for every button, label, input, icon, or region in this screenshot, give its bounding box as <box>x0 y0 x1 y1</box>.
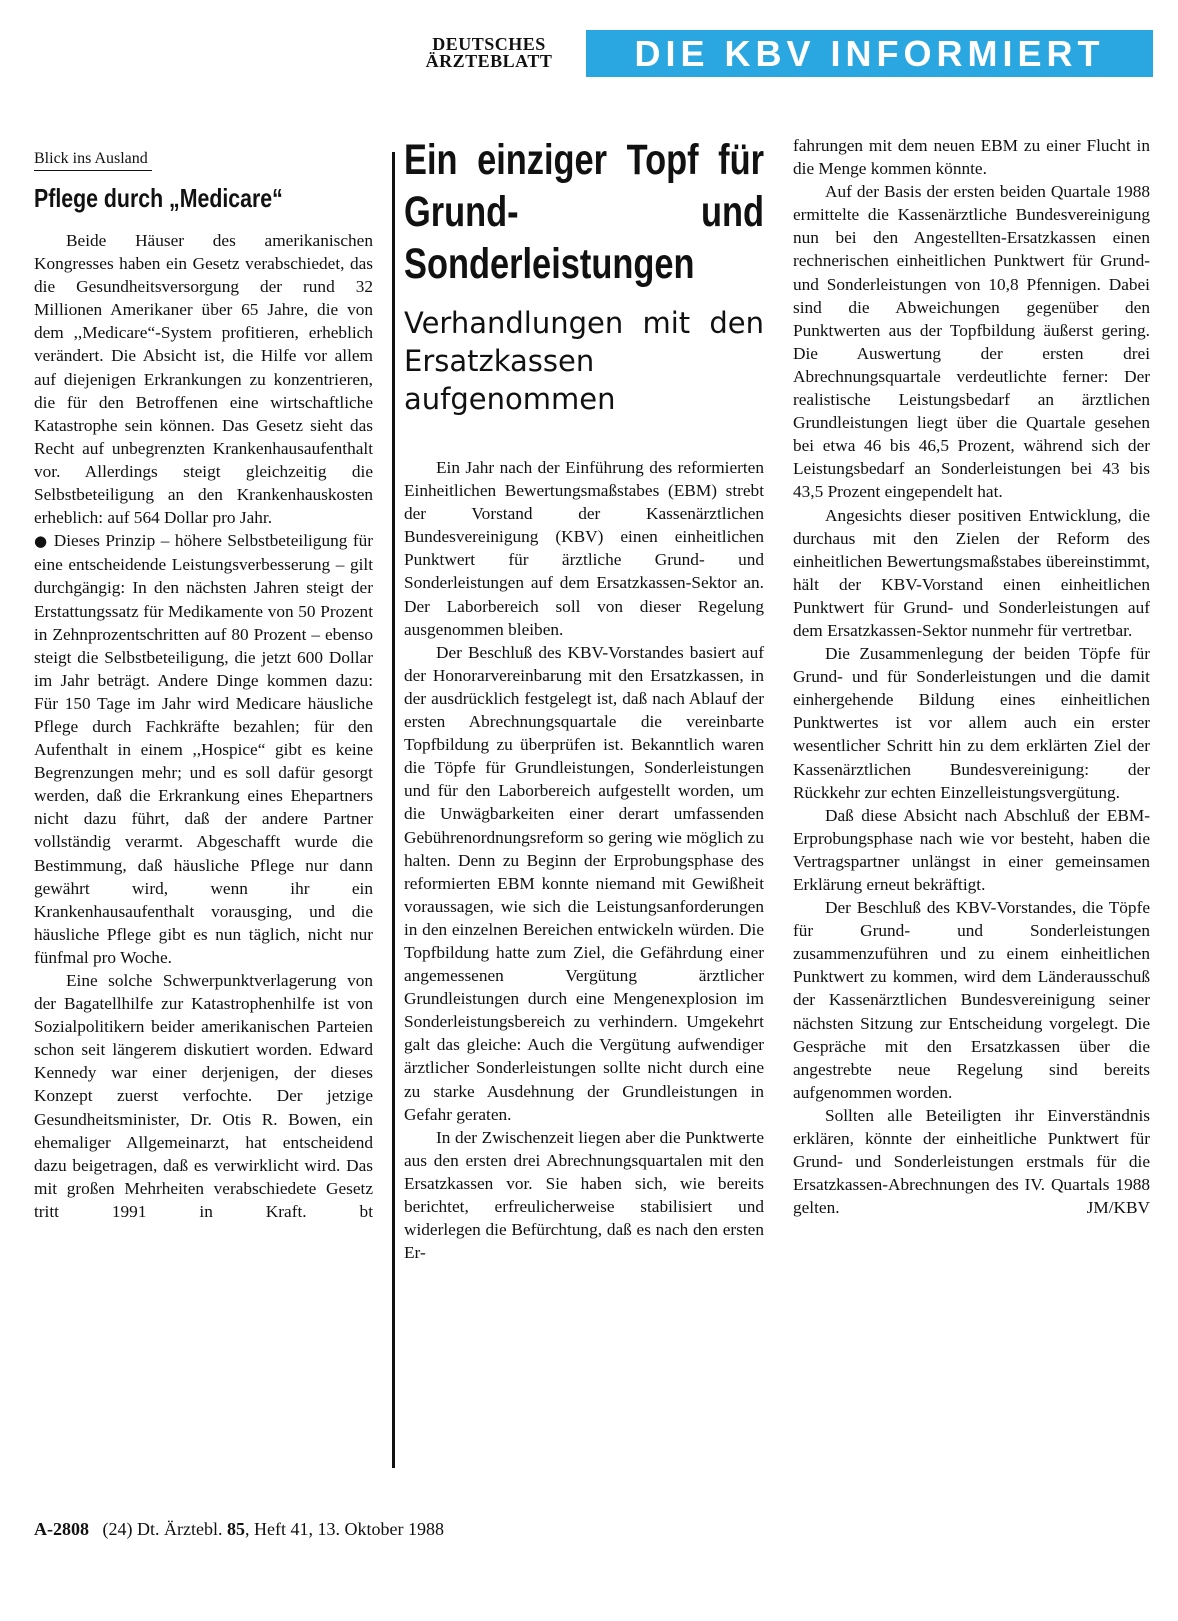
paragraph: Der Beschluß des KBV-Vorstandes, die Töpfe für Grund- und Sonderleistungen zusammenzuführen und zu einem einheitlichen Punktwert zu kommen, wird dem Länderausschuß der Kassenärztlichen Bundesvereinigung seiner nächsten Sitzung zur Entscheidung vorgelegt. Die Gespräche mit den Ersatzkassen über die angestrebte neue Regelung sind bereits aufgenommen worden. <box>793 898 1150 1102</box>
paragraph: In der Zwischenzeit liegen aber die Punktwerte aus den ersten drei Abrechnungsquartalen mit den Ersatzkassen vor. Sie haben sich, wie bereits berichtet, erfreulicherweise stabilisiert und widerlegen die Befürchtung, daß es nach den ersten Er- <box>404 1127 764 1263</box>
masthead <box>403 30 1153 80</box>
page-code: A-2808 <box>34 1519 89 1539</box>
journal-name: Dt. Ärztebl. <box>137 1519 223 1539</box>
page-footer <box>34 1518 444 1540</box>
paragraph: Der Beschluß des KBV-Vorstandes basiert auf der Honorarvereinbarung mit den Ersatzkassen, in der ausdrücklich festgelegt ist, daß nach Ablauf der ersten Abrechnungsquartale die vereinbarte Topfbildung zu überprüfen ist. Bekanntlich waren die Töpfe für Grundleistungen, Sonderleistungen und für den Laborbereich aufgestellt worden, um die Unwägbarkeiten einer derart umfassenden Gebührenordnungsreform so gering wie möglich zu halten. Denn zu Beginn der Erprobungsphase des reformierten EBM konnte niemand mit Gewißheit voraussagen, wie sich die Leistungsanforderungen in den einzelnen Bereichen entwickeln würden. Die Topfbildung hatte zum Ziel, die Gefährdung einer angemessenen Vergütung ärztlicher Grundleistungen durch eine Mengenexplosion im Sonderleistungsbereich zu verhindern. Umgekehrt galt das gleiche: Auch die Vergütung aufwendiger ärztlicher Sonderleistungen sollte nicht durch eine zu starke Ausdehnung der Grundleistungen in Gefahr geraten. <box>404 642 764 1124</box>
paragraph: Daß diese Absicht nach Abschluß der EBM-Erprobungsphase nach wie vor besteht, haben die Vertragspartner unlängst in einer gemeinsamen Erklärung erneut bekräftigt. <box>793 805 1150 894</box>
paragraph: Beide Häuser des amerikanischen Kongresses haben ein Gesetz verabschiedet, das die Gesundheitsversorgung der rund 32 Millionen Amerikaner über 65 Jahre, die von dem ,,Medicare“-System profitieren, erheblich verändert. Die Absicht ist, die Hilfe vor allem auf diejenigen Erkrankungen zu konzentrieren, die für den Betroffenen eine wirtschaftliche Katastrophe sein können. Das Gesetz sieht das Recht auf unbegrenzten Krankenhausaufenthalt vor. Allerdings steigt gleichzeitig die Selbstbeteiligung an den Krankenhauskosten erheblich: auf 564 Dollar pro Jahr. <box>34 231 373 528</box>
paragraph: fahrungen mit dem neuen EBM zu einer Flucht in die Menge kommen könnte. <box>793 136 1150 179</box>
author-initials: JM/KBV <box>1086 1198 1150 1218</box>
bullet-icon: ● <box>34 532 49 551</box>
sidebar-article <box>34 146 373 1223</box>
paragraph <box>34 529 373 969</box>
main-subheadline: Verhandlungen mit den Ersatzkassen aufgenommen <box>404 306 764 416</box>
paragraph: Angesichts dieser positiven Entwicklung, die durchaus mit den Zielen der Reform des einheitlichen Bewertungsmaßstabes übereinstimmt, hält der KBV-Vorstand einen einheitlichen Punktwert für Grund- und Sonderleistungen auf dem Ersatzkassen-Sektor nunmehr für vertretbar. <box>793 505 1150 640</box>
paragraph <box>34 969 373 1223</box>
main-headline: Ein einziger Topf für Grund- und Sonderleistungen <box>404 136 764 288</box>
paragraph: Ein Jahr nach der Einführung des reformierten Einheitlichen Bewertungsmaßstabes (EBM) strebt der Vorstand der Kassenärztlichen Bundesvereinigung (KBV) einen einheitlichen Punktwert für ärztliche Grund- und Sonderleistungen auf dem Ersatzkassen-Sektor an. Der Laborbereich soll von dieser Regelung ausgenommen bleiben. <box>404 458 764 639</box>
paragraph-text: Eine solche Schwerpunktverlagerung von der Bagatellhilfe zur Katastrophenhilfe ist von Sozialpolitikern beider amerikanischen Parteien schon seit längerem diskutiert worden. Edward Kennedy war einer derjenigen, der dieses Konzept zuerst verfochte. Der jetzige Gesundheitsminister, Dr. Otis R. Bowen, ein ehemaliger Allgemeinarzt, hat entscheidend dazu beigetragen, daß es verwirklicht wird. Das mit großen Mehrheiten verabschiedete Gesetz tritt 1991 in Kraft. <box>34 971 373 1221</box>
paragraph: Auf der Basis der ersten beiden Quartale 1988 ermittelte die Kassenärztliche Bundesvereinigung nun bei den Angestellten-Ersatzkassen einen rechnerischen einheitlichen Punktwert für Grund- und Sonderleistungen von 10,8 Pfennigen. Dabei sind die Abweichungen gegenüber den Punktwerten aus der Topfbildung äußerst gering. Die Auswertung der ersten drei Abrechnungsquartale verdeutlichte ferner: Der realistische Leistungsbedarf an ärztlichen Grundleistungen liegt über die Quartale gesehen bei etwa 46 bis 46,5 Prozent, während sich der Leistungsbedarf an Sonderleistungen bei 43 bis 43,5 Prozent eingependelt hat. <box>793 182 1150 502</box>
main-article-column-2 <box>793 134 1150 1219</box>
author-initials: bt <box>359 1201 373 1221</box>
publication-line-2: ÄRZTEBLATT <box>425 51 553 71</box>
article-kicker: Blick ins Ausland <box>34 148 152 171</box>
paragraph <box>793 1104 1150 1219</box>
volume-number: 85 <box>226 1519 245 1539</box>
paragraph: Die Zusammenlegung der beiden Töpfe für Grund- und für Sonderleistungen und die damit einhergehende Bildung eines einheitlichen Punktwertes ist vor allem auch ein erster wesentlicher Schritt hin zu dem erklärten Ziel der Kassenärztlichen Bundesvereinigung: der Rückkehr zur echten Einzelleistungsvergütung. <box>793 644 1150 802</box>
issue-info: , Heft 41, 13. Oktober 1988 <box>244 1519 444 1539</box>
section-banner: DIE KBV INFORMIERT <box>586 30 1153 77</box>
paragraph-text: Sollten alle Beteiligten ihr Einverständnis erklären, könnte der einheitliche Punktwert für Grund- und Sonderleistungen erstmals für die Ersatzkassen-Abrechnungen des IV. Quartals 1988 gelten. <box>793 1105 1150 1218</box>
page-number: (24) <box>102 1519 133 1539</box>
column-divider <box>392 152 395 1468</box>
main-article-column-1 <box>404 134 764 1264</box>
paragraph-text: Dieses Prinzip – höhere Selbstbeteiligung für eine entscheidende Leistungsverbesserung – gilt durchgängig: In den nächsten Jahren steigt der Erstattungssatz für Medikamente von 50 Prozent in Zehnprozentschritten auf 80 Prozent – ebenso steigt die Selbstbeteiligung, die jetzt 600 Dollar im Jahr beträgt. Andere Dinge kommen dazu: Für 150 Tage im Jahr wird Medicare häusliche Pflege durch Fachkräfte bezahlen; für den Aufenthalt in einem ,,Hospice“ gibt es keine Begrenzungen mehr; und es soll dafür gesorgt werden, daß die Erkrankung eines Ehepartners nicht dazu führt, daß der andere Partner vollständig verarmt. Abgeschafft wurde die Bestimmung, daß häusliche Pflege nur dann gewährt wird, wenn ihr ein Krankenhausaufenthalt vorausging, und die häusliche Pflege gibt es nun täglich, nicht nur fünfmal pro Woche. <box>34 531 374 967</box>
publication-line-1: DEUTSCHES <box>432 34 546 54</box>
publication-name <box>403 36 575 70</box>
sidebar-title: Pflege durch „Medicare“ <box>34 183 283 213</box>
